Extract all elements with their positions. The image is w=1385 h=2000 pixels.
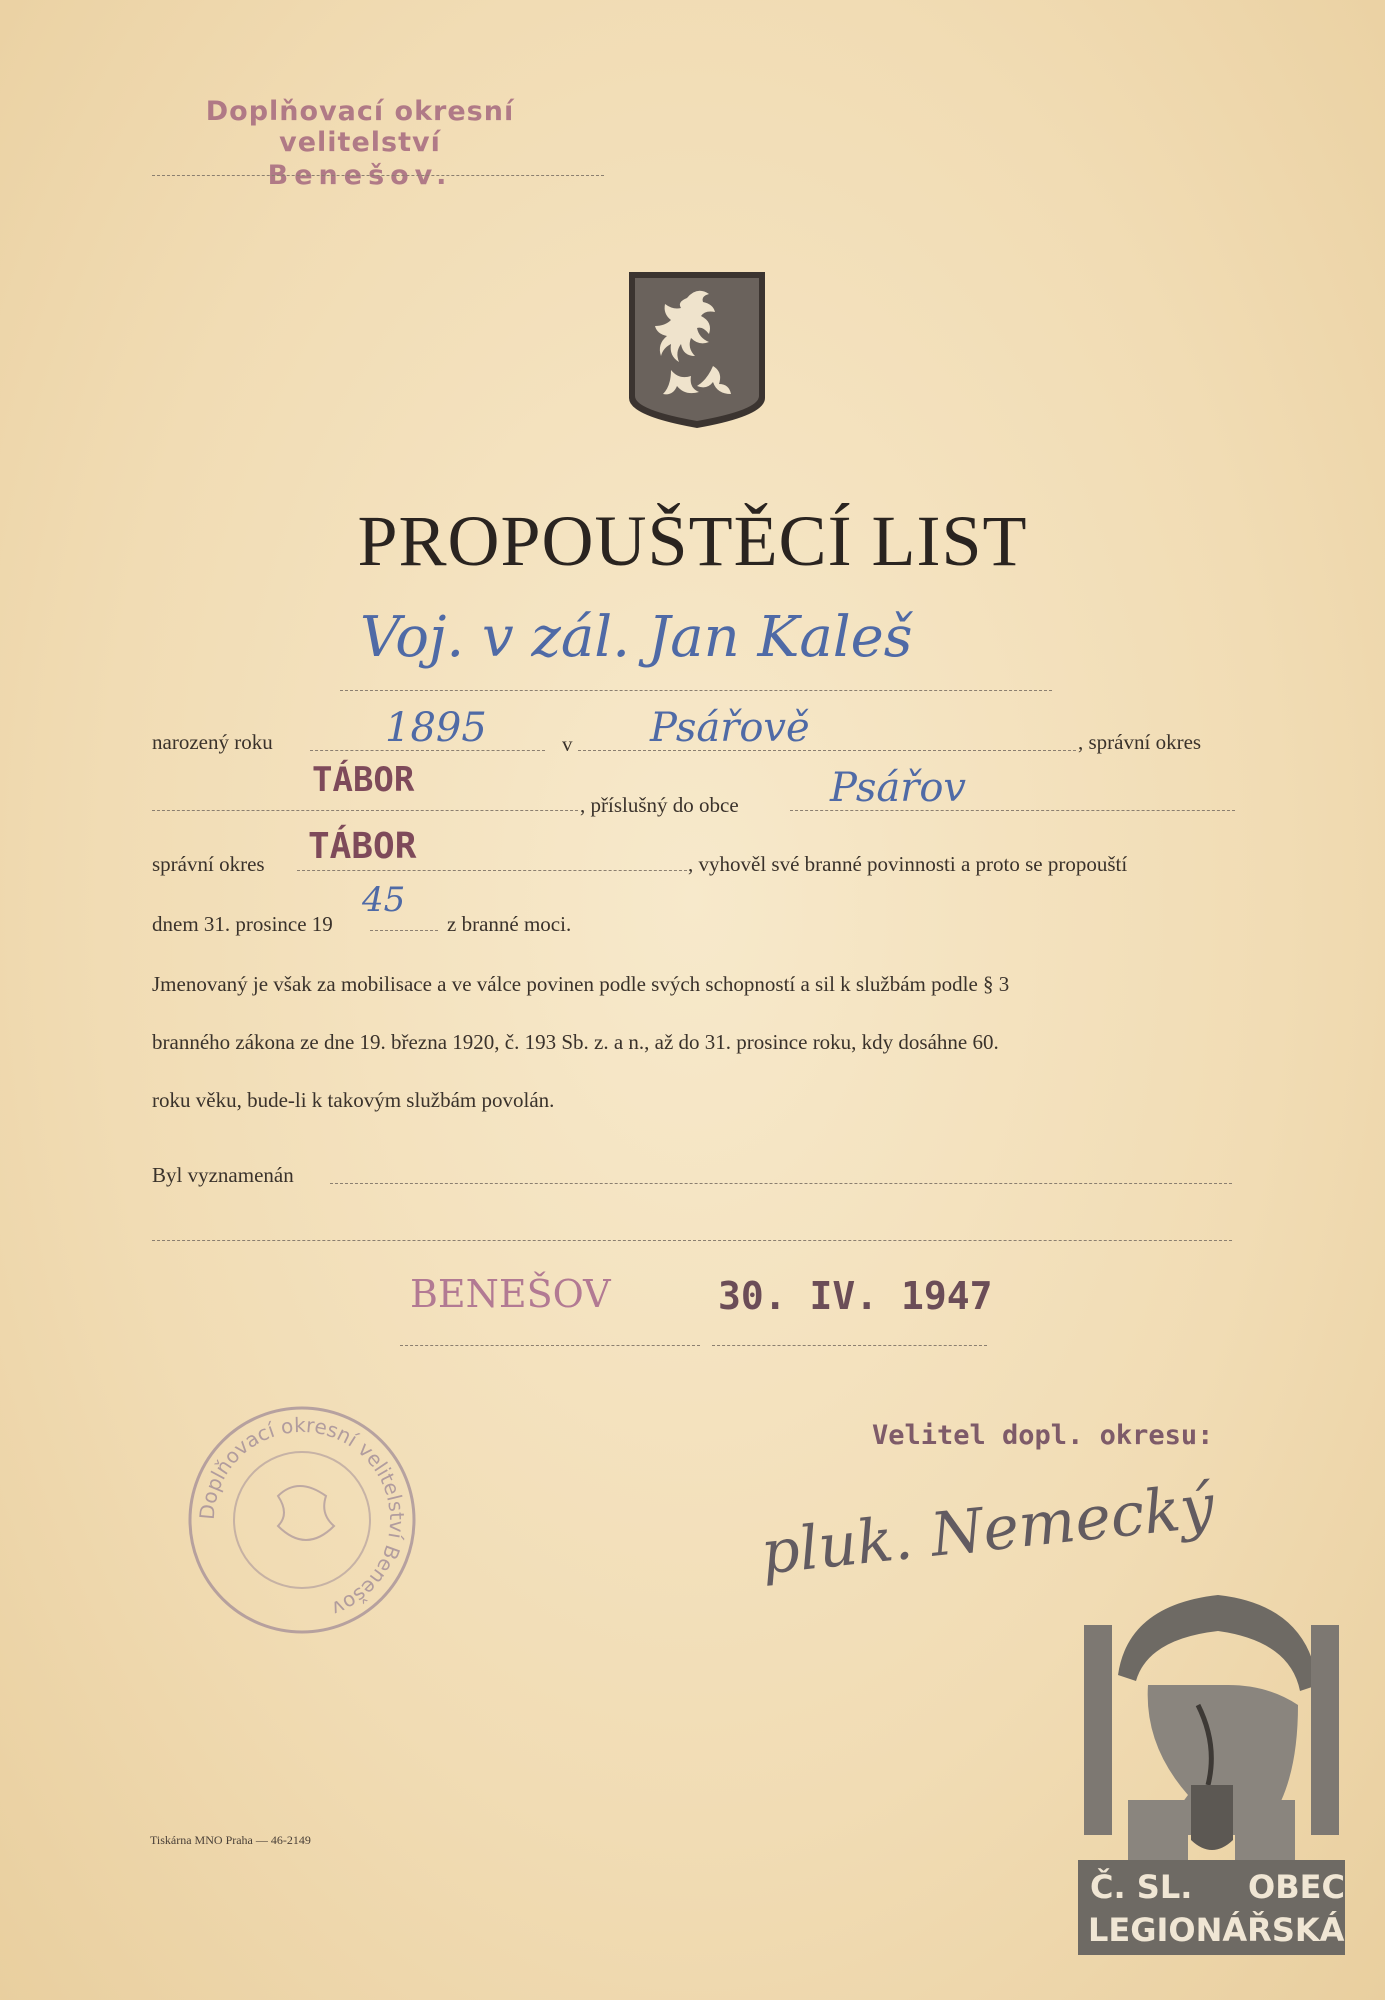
date-prefix: dnem 31. prosince 19 xyxy=(152,912,333,936)
year-suffix-line xyxy=(370,930,438,931)
place-line xyxy=(400,1345,700,1346)
release-year-suffix: 45 xyxy=(362,880,406,920)
admin-district-label-2: správní okres xyxy=(152,852,265,876)
date-stamp: 30. IV. 1947 xyxy=(718,1274,993,1318)
commander-label: Velitel dopl. okresu: xyxy=(872,1420,1214,1451)
fulfilled-label: , vyhověl své branné povinnosti a proto se propouští xyxy=(688,852,1128,876)
round-stamp-icon xyxy=(182,1400,422,1640)
document-title: PROPOUŠTĚCÍ LIST xyxy=(357,501,1028,581)
soldier-name: Voj. v zál. Jan Kaleš xyxy=(360,605,913,670)
paragraph-line-1: Jmenovaný je však za mobilisace a ve válce povinen podle svých schopností a sil k službám podle § 3 xyxy=(152,972,1010,996)
district-stamp-1: TÁBOR xyxy=(312,760,415,800)
birth-year: 1895 xyxy=(385,705,487,751)
paragraph-line-3: roku věku, bude-li k takovým službám povolán. xyxy=(152,1088,555,1112)
logo-line2: OBEC xyxy=(1248,1868,1345,1906)
coat-of-arms-icon xyxy=(627,270,767,430)
district-stamp-2: TÁBOR xyxy=(308,826,417,867)
district-line-2 xyxy=(297,870,687,871)
birth-place: Psářově xyxy=(650,705,810,751)
svg-text:Doplňovací okresní velitelství xyxy=(195,1413,409,1621)
decorated-label: Byl vyznamenán xyxy=(152,1163,294,1187)
born-year-label: narozený roku xyxy=(152,730,273,754)
home-municipality: Psářov xyxy=(830,765,967,811)
municipality-label: , příslušný do obce xyxy=(580,793,739,817)
admin-district-label-1: , správní okres xyxy=(1078,730,1202,754)
legion-logo xyxy=(1078,1585,1345,1955)
logo-line3: LEGIONÁŘSKÁ xyxy=(1088,1911,1345,1949)
paragraph-line-2: branného zákona ze dne 19. března 1920, č. 193 Sb. z. a n., až do 31. prosince roku, kdy dosáhne 60. xyxy=(152,1030,999,1054)
in-label: v xyxy=(562,732,573,756)
office-stamp-line2: Benešov. xyxy=(267,160,453,191)
office-stamp-line1: Doplňovací okresní velitelství xyxy=(205,96,515,158)
district-line-1 xyxy=(152,810,578,811)
date-line xyxy=(712,1345,987,1346)
logo-line1: Č. SL. xyxy=(1090,1868,1193,1906)
place-stamp: BENEŠOV xyxy=(410,1272,611,1316)
printer-imprint: Tiskárna MNO Praha — 46-2149 xyxy=(150,1833,311,1847)
date-suffix: z branné moci. xyxy=(447,912,572,936)
office-stamp xyxy=(150,96,570,191)
stamp-underline xyxy=(152,175,604,176)
decorated-line-2 xyxy=(152,1240,1232,1241)
round-stamp-text: Doplňovací okresní velitelství Benešov xyxy=(194,1412,410,1622)
name-line xyxy=(340,690,1052,691)
decorated-line xyxy=(330,1183,1232,1184)
signature: pluk. Nemecký xyxy=(757,1471,1218,1589)
